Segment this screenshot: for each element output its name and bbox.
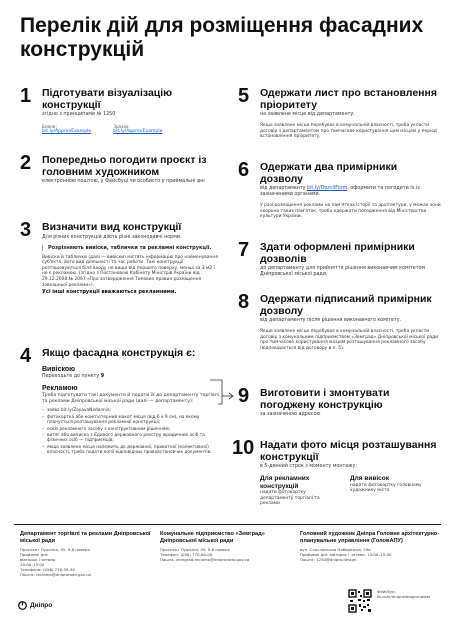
step-title: Підготувати візуалізацію конструкції — [42, 87, 173, 111]
dnipro-emblem-icon — [18, 601, 27, 610]
step-title: Визначити вид конструкції — [42, 221, 182, 233]
step-title: Одержати підписаний примірник дозволу — [260, 293, 432, 317]
recipient-adverts: Для рекламних конструкцій надати фотокартку департаменту торгівлі та реклами — [260, 475, 320, 507]
step-1 — [20, 85, 220, 134]
step-number: 3 — [20, 219, 32, 241]
sign-definition: Вивіски й таблички (далі — вивіски) містять інформацію про найменування суб'єкта, його вид діяльності та час роботи. Такі конструкції розташовуються біля входу не вище від першого поверху, менші за 3 м2 і не є рекламою. (згідно з Постановою Кабінету Міністрів України від 29.12.2008 № 2067 «Про затвердження Типових правил розміщення зовнішньої реклами»). — [42, 254, 218, 288]
step-title: Надати фото місця розташування конструкції — [260, 439, 437, 463]
step-note: У разі розміщення реклами на пам'ятках історії та архітектури, у межах зони охорони таких пам'яток, треба одержати погодження від Міністерства культури України. — [260, 203, 441, 220]
step-number: 7 — [238, 239, 250, 261]
dnipro-logo: Дніпро — [18, 601, 52, 610]
step-number: 9 — [238, 385, 250, 407]
step-title: Якщо фасадна конструкція є: — [42, 347, 196, 359]
option-sign-title: Вивіскою — [42, 365, 76, 373]
list-item: – фотокартка або комп'ютерний макет місця (від 6 х 9 см), на якому планується розташування рекламної конструкції; — [42, 415, 220, 426]
list-item: – ескіз рекламного засобу з конструктивним рішенням; — [42, 427, 220, 432]
step-title: Попередньо погодити проєкт із головним художником — [42, 154, 207, 178]
facebook-link[interactable]: fb.com/dniprodesignmaster — [377, 594, 431, 599]
recipient-signs: Для вивісок надати фотокартку головному художнику міста — [350, 475, 422, 494]
step-number: 8 — [238, 291, 250, 313]
example-blank: Бланк: bit.ly/ApprovExample — [42, 124, 92, 134]
sample-link[interactable]: bit.ly/ApprovExample — [113, 129, 163, 134]
step-8 — [238, 291, 443, 351]
footer-zemgrad: Комунальне підприємство «Земград» Дніпровської міської ради Проспект Пушкіна, 55, 9-й поверх Телефон: (056) 770-60-09 Пошта: zemgrad.reclama@dniproroda.gov.ua — [160, 531, 265, 563]
step-title: Здати оформлені примірники дозволів — [260, 241, 415, 265]
option-sign — [42, 366, 220, 380]
step-number: 1 — [20, 85, 32, 107]
step-subtitle: електронною поштою, у Фейсбуці чи особисто у приймальні дні — [42, 179, 205, 184]
permit-form-link[interactable]: bit.ly/DozvilForm — [307, 186, 348, 191]
step-title: Одержати лист про встановлення пріоритету — [260, 87, 437, 111]
option-advert-text: Треба підготувати такі документи й подати їх до департаменту торгівлі та реклами Дніпровської міської ради (далі — департаменту): — [42, 393, 219, 404]
step-6 — [238, 159, 443, 220]
step-subtitle: в 5-денний строк з моменту монтажу: — [260, 464, 357, 469]
step-subtitle: згідно з принципами № 1250 — [42, 112, 116, 117]
footer-trade-department: Департамент торгівлі та реклами Дніпровської міської ради Проспект Пушкіна, 55, 9-й поверх Прийомні дні: вівторок і четвер 10:00–15:00 Телефони: (056) 770-39-30 Пошта: reclama@dniproroda.gov.ua — [20, 531, 151, 578]
list-item: – заява bit.ly/ZayavaNadannia; — [42, 408, 220, 413]
step-7 — [238, 239, 443, 278]
step-subtitle: від департаменту bit.ly/DozvilForm, оформити та погодити їх із зазначеними органами. — [260, 186, 420, 197]
step-3 — [20, 219, 220, 296]
step-number: 4 — [20, 345, 32, 367]
footer-chief-artist: Головний художник Дніпра Головне архітектурно-планувальне управління (ГоловАПУ) вул. Стисламська Набережна, 29а Прийомні дні: вівторок і четвер, 10:00–15:00 Пошта: 1250@dnipro.design — [300, 531, 440, 563]
sign-types-callout: Розрізняють вивіски, таблички та рекламні конструкції. — [42, 245, 220, 251]
step-subtitle: на заявлене місце від департаменту. — [260, 112, 355, 117]
page-title: Перелік дій для розміщення фасадних конструкцій — [20, 14, 424, 61]
photo-recipients — [260, 475, 443, 507]
step-subtitle: Для різних конструкцій діють різні законодавчі норми. — [42, 234, 182, 240]
step-note: Якщо заявлене місце перебуває в комунальній власності, треба укласти договір з департаментом про тимчасове користування цим місцем у період встановлення пріоритету. — [260, 123, 437, 140]
step-number: 5 — [238, 85, 250, 107]
step-subtitle: до департаменту для прийняття рішення виконавчим комітетом Дніпровської міської ради. — [260, 266, 426, 277]
goto-step-number: 9 — [100, 373, 105, 379]
step-subtitle: від департаменту після рішення виконавчого комітету. — [260, 318, 402, 323]
step-2 — [20, 152, 220, 185]
list-item: – витяг або виписка з Єдиного державного реєстру юридичних осіб та фізичних осіб — підприємців; — [42, 433, 220, 444]
step-number: 6 — [238, 159, 250, 181]
step-number: 10 — [232, 437, 255, 459]
step-note: Якщо заявлене місце перебуває в комунальній власності, треба укласти договір з комунальним підприємством «Земград» Дніпровської міської ради про тимчасове користування місцем розташування рекламного засобу (відповідається від договору в п. 5). — [260, 329, 439, 351]
step-number: 2 — [20, 152, 32, 174]
step-9 — [238, 385, 443, 418]
step-4 — [20, 345, 220, 457]
blank-link[interactable]: bit.ly/ApprovExample — [42, 129, 92, 134]
step-title: Одержати два примірники дозволу — [260, 161, 398, 185]
qr-code-icon[interactable] — [348, 589, 372, 613]
step-5 — [238, 85, 443, 140]
facebook-block: Фейсбук: fb.com/dniprodesignmaster — [348, 589, 431, 613]
list-item: – якщо заявлене місце належить до державної, приватної (колективної) власності, треба подати копії відповідних правовстановчих документів. — [42, 445, 220, 456]
documents-list — [42, 408, 220, 455]
option-sign-text: Переходьте до пункту — [42, 373, 100, 379]
option-advert-title: Рекламою — [42, 385, 78, 393]
other-constructions-note: Усі інші конструкції вважаються рекламними. — [42, 289, 177, 296]
step-subtitle: за зазначеною адресою — [260, 412, 321, 417]
example-sample: Зразок: bit.ly/ApprovExample — [113, 124, 163, 134]
step-10 — [232, 437, 443, 507]
option-advert — [42, 385, 220, 404]
examples-row — [42, 124, 220, 134]
step-title: Виготовити і змонтувати погоджену конструкцію — [260, 387, 390, 411]
footer-divider — [14, 524, 441, 525]
